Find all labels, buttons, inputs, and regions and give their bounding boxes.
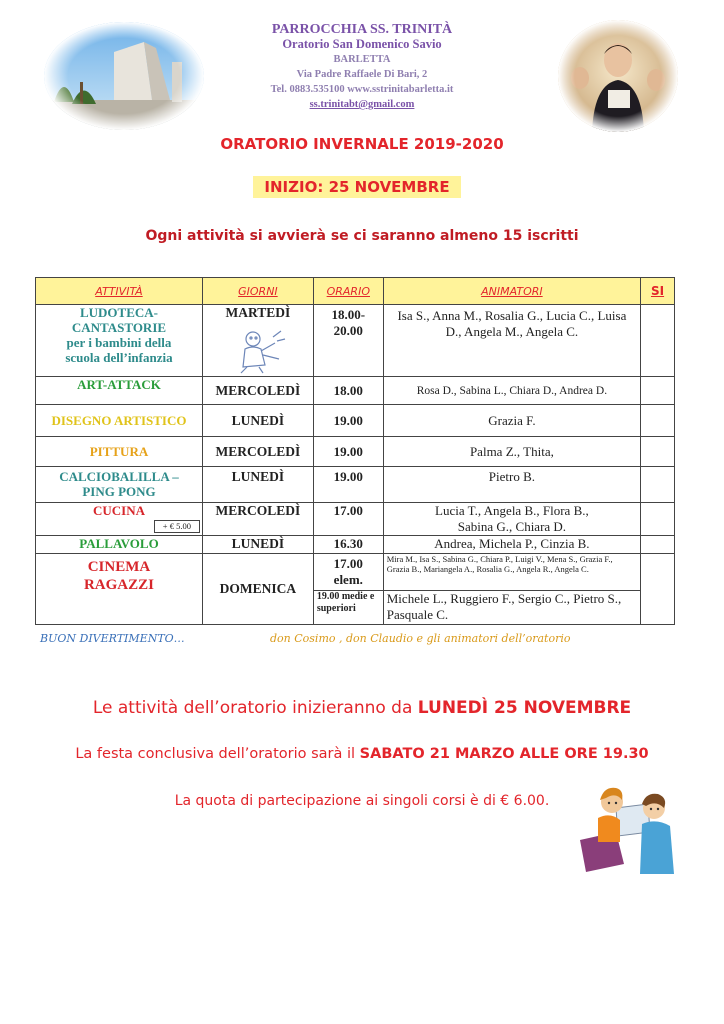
- table-row: [36, 536, 675, 554]
- time-cell: 18.00-20.00: [313, 305, 383, 377]
- day-cell: LUNEDÌ: [202, 536, 313, 554]
- header-activity: ATTIVITÀ: [36, 278, 203, 305]
- price-supplement-badge: + € 5.00: [154, 520, 200, 533]
- si-cell: [641, 305, 675, 377]
- activity-cell: [36, 503, 203, 536]
- party-info-text: La festa conclusiva dell’oratorio sarà il: [75, 746, 360, 762]
- table-row: [36, 554, 675, 591]
- fee-info-line: La quota di partecipazione ai singoli corsi è di € 6.00.: [174, 793, 550, 809]
- activity-cell: CINEMA RAGAZZI: [36, 554, 203, 625]
- day-cell: DOMENICA: [202, 554, 313, 625]
- city: BARLETTA: [333, 54, 391, 65]
- time-cell: 19.00: [313, 437, 383, 467]
- oratory-name: Oratorio San Domenico Savio: [282, 37, 442, 51]
- table-row: [36, 503, 675, 536]
- animators-cell: Isa S., Anna M., Rosalia G., Lucia C., Luisa D., Angela M., Angela C.: [383, 305, 640, 377]
- animators-cell: Lucia T., Angela B., Flora B., Sabina G., Chiara D.: [383, 503, 640, 536]
- saint-photo: [558, 20, 678, 132]
- day-cell: [202, 305, 313, 377]
- party-info-date: SABATO 21 MARZO ALLE ORE 19.30: [359, 746, 649, 762]
- kids-clipart-icon: [576, 778, 686, 878]
- page-title: ORATORIO INVERNALE 2019-2020: [220, 135, 504, 153]
- day-value: MARTEDÌ: [225, 305, 291, 320]
- closing-greeting: BUON DIVERTIMENTO…: [40, 632, 185, 645]
- activity-subtitle: per i bambini della scuola dell’infanzia: [65, 335, 173, 365]
- parish-header: [200, 22, 524, 112]
- header-days: GIORNI: [202, 278, 313, 305]
- start-info-line: [0, 698, 724, 718]
- activity-cell: PALLAVOLO: [36, 536, 203, 554]
- animators-cell: Rosa D., Sabina L., Chiara D., Andrea D.: [383, 377, 640, 405]
- si-cell: [641, 405, 675, 437]
- day-cell: LUNEDÌ: [202, 467, 313, 503]
- party-info-line: [0, 746, 724, 762]
- si-cell: [641, 377, 675, 405]
- enrollment-note: Ogni attività si avvierà se ci saranno almeno 15 iscritti: [145, 228, 579, 244]
- table-row: [36, 377, 675, 405]
- table-row: [36, 467, 675, 503]
- day-cell: MERCOLEDÌ: [202, 503, 313, 536]
- animators-cell-2: Michele L., Ruggiero F., Sergio C., Pietro S., Pasquale C.: [383, 591, 640, 625]
- activity-name: CUCINA: [92, 503, 145, 518]
- time-cell: 16.30: [313, 536, 383, 554]
- contacts: Tel. 0883.535100 www.sstrinitabarletta.it: [270, 84, 454, 95]
- activity-cell: PITTURA: [36, 437, 203, 467]
- schedule-table: [35, 277, 675, 625]
- activity-name: LUDOTECA-CANTASTORIE: [71, 305, 167, 335]
- si-cell: [641, 503, 675, 536]
- header-time: ORARIO: [313, 278, 383, 305]
- time-cell: 17.00 elem.: [313, 554, 383, 591]
- si-cell: [641, 467, 675, 503]
- address: Via Padre Raffaele Di Bari, 2: [296, 69, 428, 80]
- animators-cell: Mira M., Isa S., Sabina G., Chiara P., Luigi V., Mena S., Grazia F., Grazia B., Mariangela A., Rosalia G., Angela R., Angela C.: [383, 554, 640, 591]
- table-header-row: [36, 278, 675, 305]
- church-photo: [44, 22, 204, 130]
- time-cell: 18.00: [313, 377, 383, 405]
- closing-signature: don Cosimo , don Claudio e gli animatori dell’oratorio: [270, 632, 571, 645]
- parish-name: PARROCCHIA SS. TRINITÀ: [271, 22, 453, 37]
- si-cell: [641, 554, 675, 625]
- time-cell-2: 19.00 medie e superiori: [313, 591, 383, 625]
- activity-cell: [36, 305, 203, 377]
- start-info-text: Le attività dell’oratorio inizieranno da: [92, 698, 418, 718]
- animators-cell: Andrea, Michela P., Cinzia B.: [383, 536, 640, 554]
- time-cell: 19.00: [313, 405, 383, 437]
- start-date-banner: INIZIO: 25 NOVEMBRE: [253, 176, 461, 198]
- table-row: [36, 405, 675, 437]
- day-cell: MERCOLEDÌ: [202, 377, 313, 405]
- time-cell: 19.00: [313, 467, 383, 503]
- activity-cell: ART-ATTACK: [36, 377, 203, 405]
- day-cell: LUNEDÌ: [202, 405, 313, 437]
- time-cell: 17.00: [313, 503, 383, 536]
- start-info-date: LUNEDÌ 25 NOVEMBRE: [417, 698, 632, 718]
- storyteller-clipart-icon: [227, 325, 291, 375]
- activity-cell: DISEGNO ARTISTICO: [36, 405, 203, 437]
- table-row: [36, 437, 675, 467]
- si-cell: [641, 437, 675, 467]
- header-si: SI: [641, 278, 675, 305]
- activity-cell: CALCIOBALILLA – PING PONG: [36, 467, 203, 503]
- header-animators: ANIMATORI: [383, 278, 640, 305]
- table-row: [36, 305, 675, 377]
- si-cell: [641, 536, 675, 554]
- email-link[interactable]: ss.trinitabt@gmail.com: [309, 99, 415, 110]
- day-cell: MERCOLEDÌ: [202, 437, 313, 467]
- animators-cell: Grazia F.: [383, 405, 640, 437]
- animators-cell: Pietro B.: [383, 467, 640, 503]
- animators-cell: Palma Z., Thita,: [383, 437, 640, 467]
